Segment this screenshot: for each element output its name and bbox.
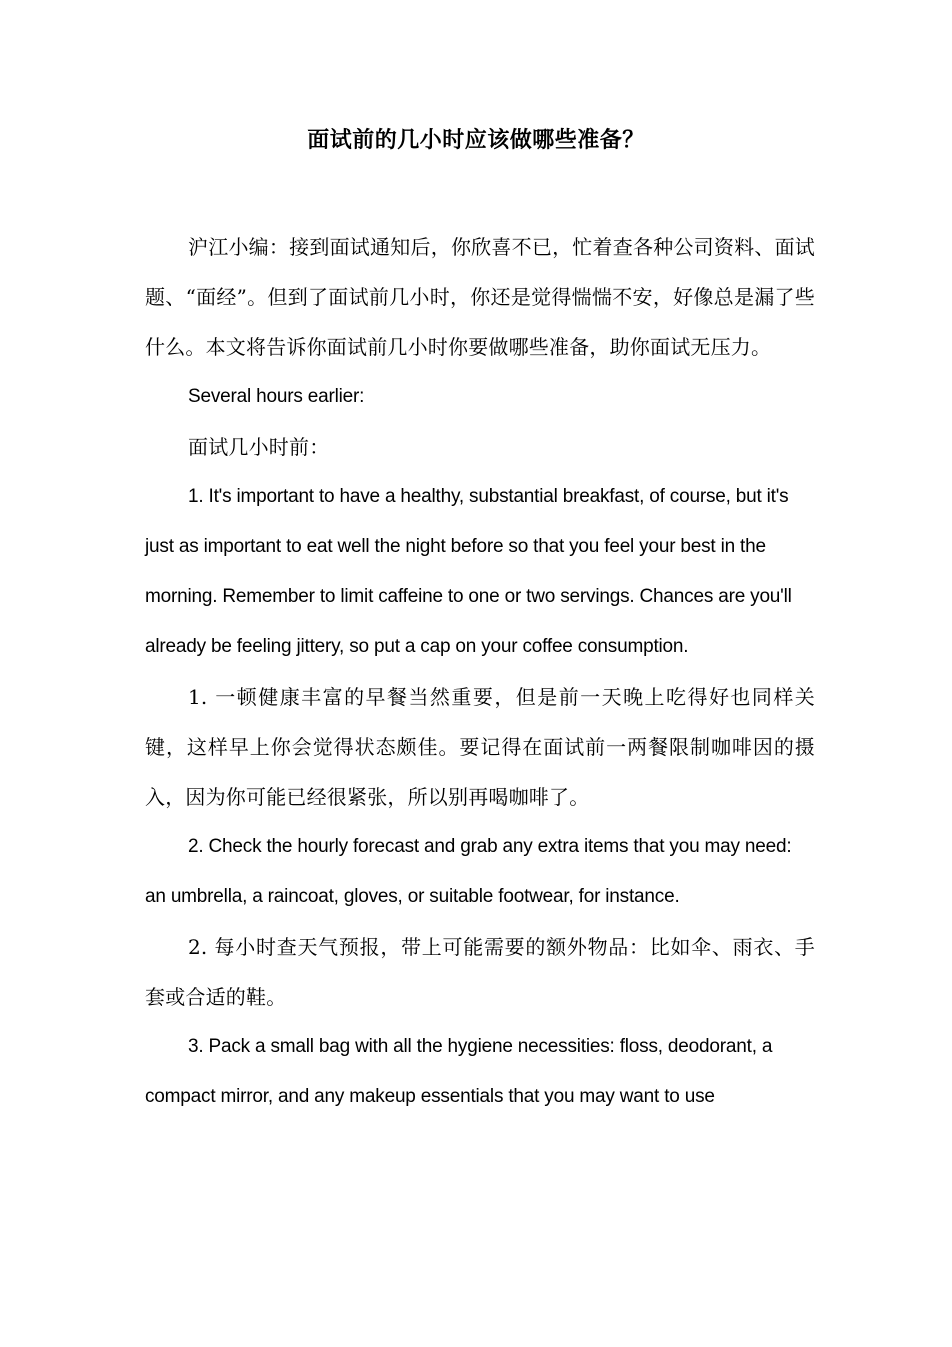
tip-3-en: 3. Pack a small bag with all the hygiene necessities: floss, deodorant, a compact mirror, and any makeup essentials that you may want to use <box>145 1036 773 1107</box>
section-heading-en: Several hours earlier: <box>188 386 365 407</box>
document-body <box>145 222 815 1122</box>
section-heading-cn: 面试几小时前： <box>188 435 330 459</box>
tip-1-cn: 1. 一顿健康丰富的早餐当然重要，但是前一天晚上吃得好也同样关键，这样早上你会觉得状态颇佳。要记得在面试前一两餐限制咖啡因的摄入，因为你可能已经很紧张，所以别再喝咖啡了。 <box>145 685 815 809</box>
intro-paragraph: 沪江小编：接到面试通知后，你欣喜不已，忙着查各种公司资料、面试题、“面经”。但到了面试前几小时，你还是觉得惴惴不安，好像总是漏了些什么。本文将告诉你面试前几小时你要做哪些准备，助你面试无压力。 <box>145 235 815 359</box>
document-title: 面试前的几小时应该做哪些准备？ <box>307 128 645 153</box>
tip-2-cn: 2. 每小时查天气预报，带上可能需要的额外物品：比如伞、雨衣、手套或合适的鞋。 <box>145 935 815 1009</box>
tip-2-en: 2. Check the hourly forecast and grab any extra items that you may need: an umbrella, a raincoat, gloves, or suitable footwear, for instance. <box>145 836 792 907</box>
tip-1-en: 1. It's important to have a healthy, substantial breakfast, of course, but it's just as important to eat well the night before so that you feel your best in the morning. Remember to limit caffeine to one or two servings. Chances are you'll already be feeling jittery, so put a cap on your coffee consumption. <box>145 486 792 657</box>
